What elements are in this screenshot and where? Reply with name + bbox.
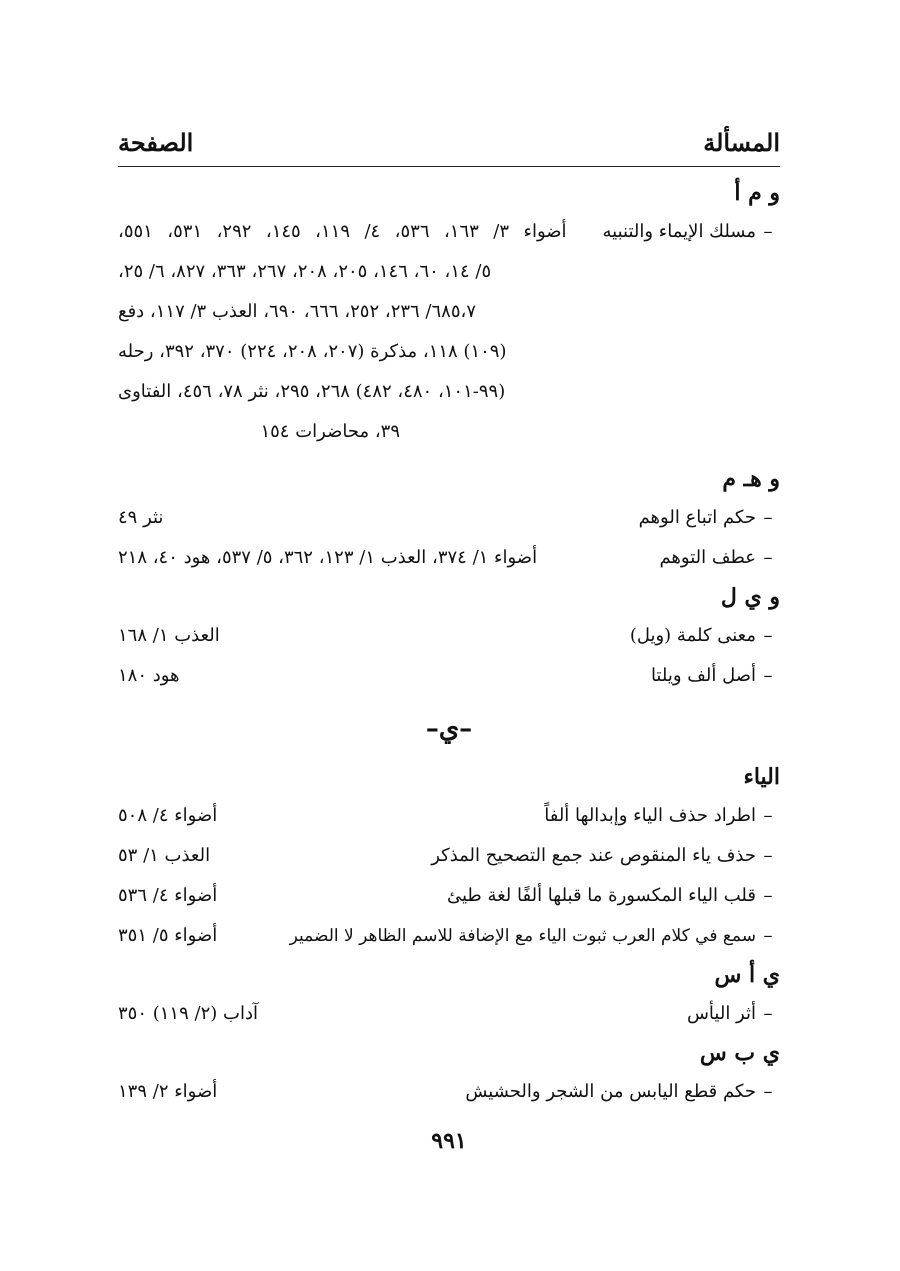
entry-topic: أثر اليأس	[686, 1003, 756, 1024]
entry-dash: –	[763, 221, 773, 242]
entry-dash: –	[763, 507, 773, 528]
entry-reference-continued: (١٠٩) ١١٨، مذكرة (٢٠٧، ٢٠٨، ٢٢٤) ٣٧٠، ٣٩٢، رحله	[118, 341, 507, 362]
entry-dash: –	[763, 665, 773, 686]
entry-topic: اطراد حذف الياء وإبدالها ألفاً	[544, 805, 756, 826]
header-page-title: الصفحة	[118, 127, 194, 157]
index-entry	[118, 616, 780, 656]
index-section	[118, 578, 780, 696]
entry-reference: نثر ٤٩	[118, 507, 164, 528]
section-heading: ي ب س	[699, 1040, 780, 1066]
entry-dash: –	[763, 1081, 773, 1102]
entry-reference: هود ١٨٠	[118, 665, 180, 686]
section-heading: الياء	[743, 764, 780, 790]
index-entry	[118, 916, 780, 956]
entry-reference-continued: ٣٩، محاضرات ١٥٤	[260, 421, 400, 442]
entry-reference: أضواء ٤/ ٥٣٦	[118, 885, 218, 906]
entry-reference: العذب ١/ ١٦٨	[118, 625, 220, 646]
entry-dash: –	[763, 885, 773, 906]
entry-dash: –	[763, 547, 773, 568]
entry-topic: عطف التوهم	[659, 547, 756, 568]
entry-topic: حكم قطع اليابس من الشجر والحشيش	[465, 1081, 756, 1102]
entry-topic: حذف ياء المنقوص عند جمع التصحيح المذكر	[431, 845, 756, 866]
entry-topic: مسلك الإيماء والتنبيه	[602, 221, 756, 242]
index-body	[118, 174, 780, 1112]
entry-reference-continued: (٩٩-١٠١، ٤٨٠، ٤٨٢) ٢٦٨، ٢٩٥، نثر ٧٨، ٤٥٦، الفتاوى	[118, 381, 506, 402]
entry-reference-continued: ٦٨٥،٧/ ٢٣٦، ٢٥٢، ٦٦٦، ٦٩٠، العذب ٣/ ١١٧، دفع	[118, 301, 476, 322]
section-heading: و ي ل	[720, 584, 780, 610]
entry-dash: –	[763, 805, 773, 826]
entry-reference: أضواء ٤/ ٥٠٨	[118, 805, 218, 826]
entry-dash: –	[763, 1003, 773, 1024]
index-entry	[118, 656, 780, 696]
index-entry	[118, 212, 780, 452]
index-section	[118, 956, 780, 1034]
section-heading: ي أ س	[714, 962, 780, 988]
index-entry	[118, 876, 780, 916]
entry-reference: أضواء ٢/ ١٣٩	[118, 1081, 218, 1102]
entry-reference: أضواء ١/ ٣٧٤، العذب ١/ ١٢٣، ٣٦٢، ٥/ ٥٣٧، هود ٤٠، ٢١٨	[118, 547, 538, 568]
header-topic-title: المسألة	[703, 127, 780, 157]
index-entry	[118, 836, 780, 876]
entry-topic: معنى كلمة (ويل)	[629, 625, 756, 646]
entry-reference-continued: ٥/ ١٤، ٦٠، ١٤٦، ٢٠٥، ٢٠٨، ٢٦٧، ٣٦٣، ٨٢٧، ٦/ ٢٥،	[118, 261, 492, 282]
entry-reference: أضواء ٣/ ١٦٣، ٥٣٦، ٤/ ١١٩، ١٤٥، ٢٩٢، ٥٣١، ٥٥١،	[118, 221, 567, 242]
index-entry	[118, 796, 780, 836]
index-entry	[118, 1072, 780, 1112]
entry-reference: أضواء ٥/ ٣٥١	[118, 925, 218, 946]
entry-reference: العذب ١/ ٥٣	[118, 845, 211, 866]
index-section	[118, 1034, 780, 1112]
index-entry	[118, 498, 780, 538]
entry-dash: –	[763, 925, 773, 946]
entry-reference: آداب (٢/ ١١٩) ٣٥٠	[118, 1003, 258, 1024]
entry-topic: أصل ألف ويلتا	[650, 665, 756, 686]
index-entry	[118, 538, 780, 578]
index-entry	[118, 994, 780, 1034]
page-header	[118, 122, 780, 162]
entry-dash: –	[763, 625, 773, 646]
section-heading: و هـ م	[722, 466, 780, 492]
section-heading: و م أ	[734, 180, 780, 206]
letter-divider: –ي–	[425, 714, 473, 744]
entry-topic: قلب الياء المكسورة ما قبلها ألفًا لغة طيئ	[446, 885, 756, 906]
index-page	[118, 0, 780, 1271]
entry-topic: سمع في كلام العرب ثبوت الياء مع الإضافة للاسم الظاهر لا الضمير	[289, 926, 756, 946]
index-section	[118, 174, 780, 452]
header-divider	[118, 166, 780, 167]
page-number: ٩٩١	[431, 1128, 467, 1154]
entry-dash: –	[763, 845, 773, 866]
entry-topic: حكم اتباع الوهم	[638, 507, 756, 528]
index-section	[118, 460, 780, 578]
index-section	[118, 758, 780, 956]
